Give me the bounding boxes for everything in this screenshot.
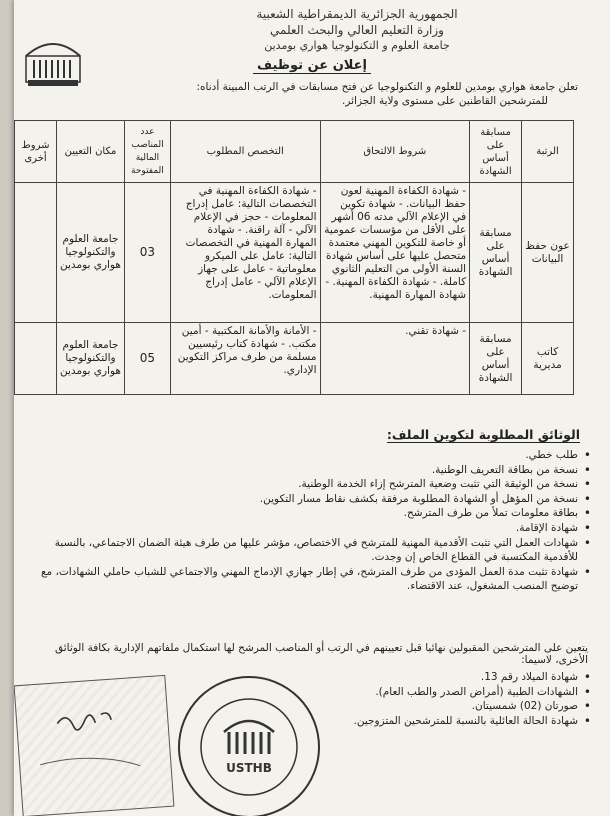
col-posts: عدد المناصب المالية المفتوحة xyxy=(124,121,170,183)
cell-posts: 05 xyxy=(124,323,170,395)
cell-conditions: - شهادة الكفاءة المهنية لعون حفظ البيانات. - شهادة تكوين في الإعلام الآلي مدته 06 أشهر على الأقل من مؤسسات عمومية أو خاصة للتكوين المهني معتمدة متحصل عليها على أساس شهادة السنة الأولى من التعليم الثانوي كاملة. - شهادة الكفاءة المهنية. - شهادة المهارة المهنية. xyxy=(320,183,470,323)
intro-text xyxy=(58,80,578,108)
final-note: يتعين على المترشحين المقبولين نهائيا قبل تعيينهم في الرتب أو المناصب المرشح لها استكمال ملفاتهم الإدارية بكافة الوثائق الأخرى، لاسيما: xyxy=(54,642,588,666)
signature-stamp-box xyxy=(14,675,174,816)
header-university: جامعة العلوم و التكنولوجيا هواري بومدين xyxy=(264,39,450,52)
list-item: • بطاقة معلومات تملأ من طرف المترشح. xyxy=(18,506,578,521)
handwritten-signature xyxy=(15,676,174,816)
cell-other xyxy=(15,183,57,323)
col-conditions: شروط الالتحاق xyxy=(320,121,470,183)
list-item: • نسخة من الوثيقة التي تثبت وضعية المترشح إزاء الخدمة الوطنية. xyxy=(18,477,578,492)
list-item: • شهادات العمل التي تثبت الأقدمية المهنية للمترشح في الاختصاص، مؤشر عليها من طرف هيئة الضمان الاجتماعي، بالنسبة للأقدمية المكتسبة في القطاع الخاص إن وجدت. xyxy=(18,536,578,565)
cell-posts: 03 xyxy=(124,183,170,323)
col-mode: مسابقة على أساس الشهادة xyxy=(470,121,522,183)
cell-specialty: - الأمانة والأمانة المكتبية - أمين مكتب. - شهادة كتاب رئيسيين مسلمة من طرف مراكز التكوين الإداري. xyxy=(170,323,320,395)
intro-line-1: تعلن جامعة هواري بومدين للعلوم و التكنولوجيا عن فتح مسابقات في الرتب المبينة أدناه: xyxy=(196,81,578,93)
positions-table xyxy=(14,120,574,395)
intro-line-2: للمترشحين القاطنين على مستوى ولاية الجزائر. xyxy=(341,95,548,107)
required-documents-list xyxy=(18,448,592,594)
list-item: • الشهادات الطبية (أمراض الصدر والطب العام). xyxy=(278,685,578,700)
table-row xyxy=(15,183,574,323)
col-other: شروط أخرى xyxy=(15,121,57,183)
table-row xyxy=(15,323,574,395)
documents-heading: الوثائق المطلوبة لتكوين الملف: xyxy=(386,427,580,442)
cell-specialty: - شهادة الكفاءة المهنية في التخصصات التالية: عامل إدراج المعلومات - حجز في الإعلام الآلي - آلة راقنة. - شهادة المهارة المهنية في التخصصات التالية: عامل على الميكرو معلوماتية - عامل على جهاز الإعلام الآلي - عامل إدراج المعلومات. xyxy=(170,183,320,323)
col-rank: الرتبة xyxy=(522,121,574,183)
document-page xyxy=(14,0,610,816)
list-item: • شهادة الإقامة. xyxy=(18,521,578,536)
stamp-label: USTHB xyxy=(226,761,272,775)
list-item: • نسخة من بطاقة التعريف الوطنية. xyxy=(18,463,578,478)
header-republic: الجمهورية الجزائرية الديمقراطية الشعبية xyxy=(256,7,458,21)
cell-other xyxy=(15,323,57,395)
page-title: إعلان عن توظيف xyxy=(14,58,610,73)
list-item: • صورتان (02) شمسيتان. xyxy=(278,699,578,714)
cell-place: جامعة العلوم والتكنولوجيا هواري بومدين xyxy=(57,323,125,395)
cell-rank: عون حفظ البيانات xyxy=(522,183,574,323)
cell-mode: مسابقة على أساس الشهادة xyxy=(470,183,522,323)
list-item: • نسخة من المؤهل أو الشهادة المطلوبة مرفقة بكشف نقاط مسار التكوين. xyxy=(18,492,578,507)
cell-conditions: - شهادة تقني. xyxy=(320,323,470,395)
letterhead xyxy=(144,6,570,54)
cell-place: جامعة العلوم والتكنولوجيا هواري بومدين xyxy=(57,183,125,323)
table-header-row xyxy=(15,121,574,183)
list-item: • طلب خطي. xyxy=(18,448,578,463)
additional-documents-list xyxy=(278,670,592,728)
official-stamp xyxy=(174,672,324,816)
list-item: • شهادة الحالة العائلية بالنسبة للمترشحين المتزوجين. xyxy=(278,714,578,729)
cell-mode: مسابقة على أساس الشهادة xyxy=(470,323,522,395)
col-place: مكان التعيين xyxy=(57,121,125,183)
header-ministry: وزارة التعليم العالي والبحث العلمي xyxy=(270,23,444,37)
cell-rank: كاتب مديرية xyxy=(522,323,574,395)
list-item: • شهادة الميلاد رقم 13. xyxy=(278,670,578,685)
list-item: • شهادة تثبت مدة العمل المؤدى من طرف المترشح، في إطار جهازي الإدماج المهني والاجتماعي للشباب حاملي الشهادات، مع توضيح المنصب المشغول، عند الاقتضاء. xyxy=(18,565,578,594)
col-specialty: التخصص المطلوب xyxy=(170,121,320,183)
